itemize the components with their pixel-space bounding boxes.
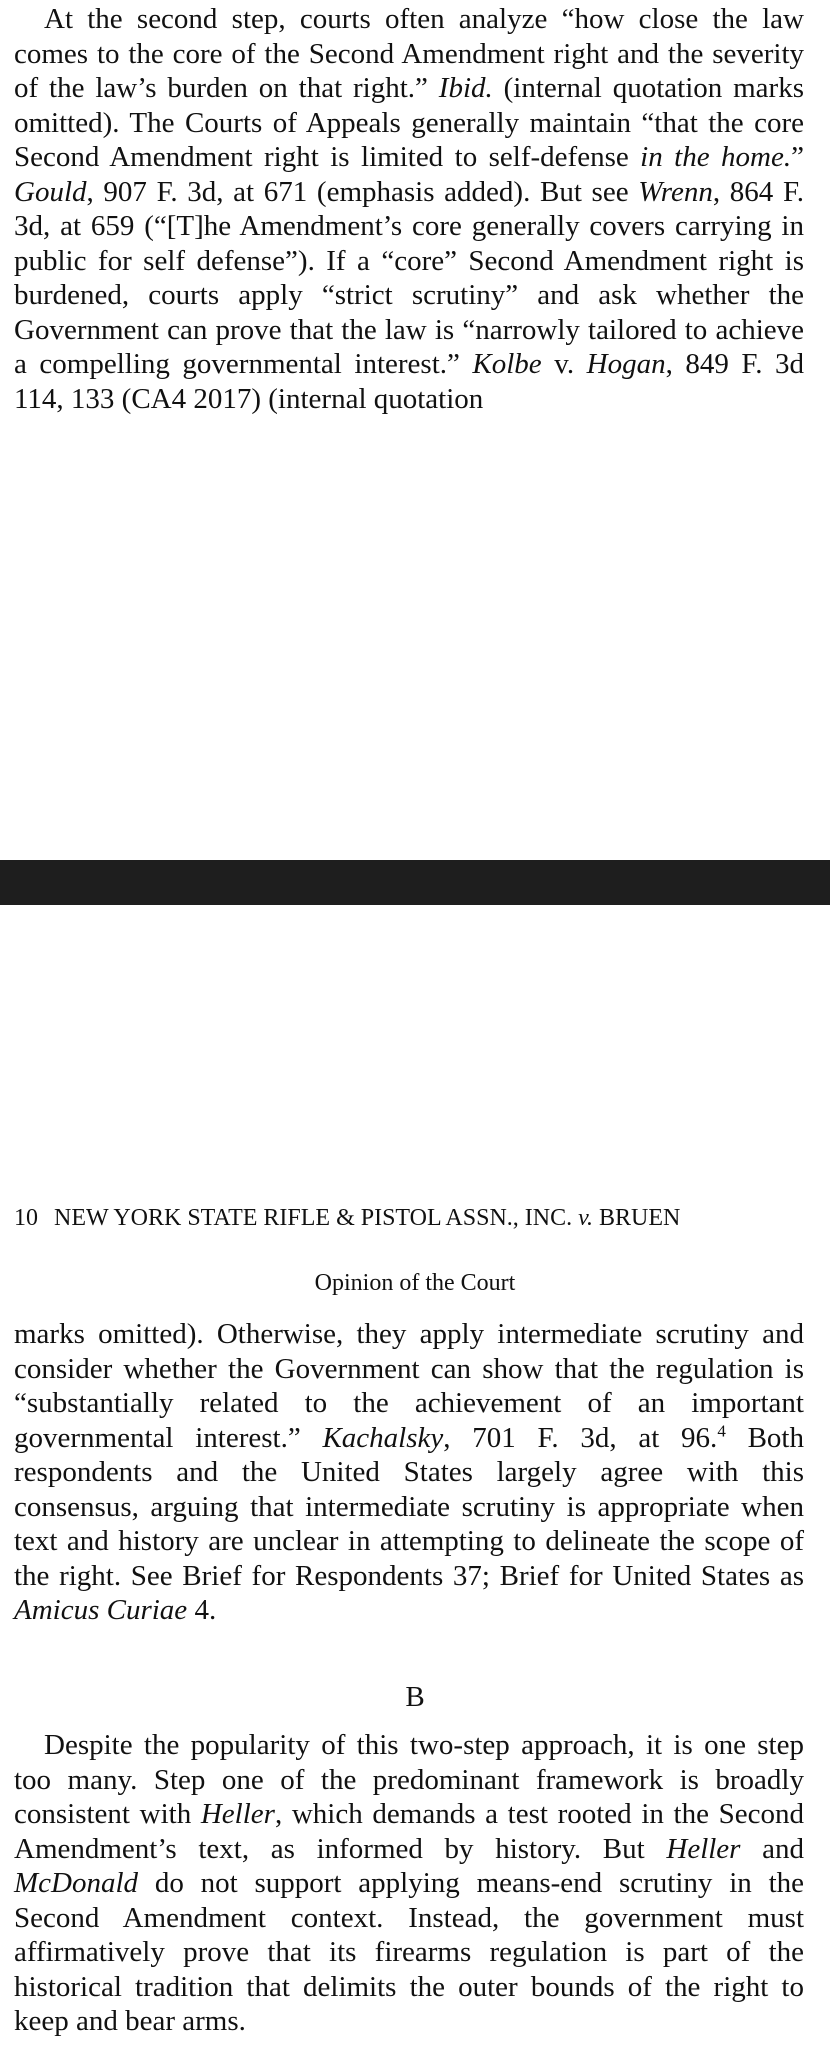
page-separator xyxy=(0,860,830,905)
case-citation: Hogan xyxy=(586,348,666,380)
case-citation: Wrenn xyxy=(638,175,713,208)
case-citation: Kachalsky xyxy=(322,1421,444,1454)
opinion-paragraph: marks omitted). Otherwise, they apply intermediate scrutiny and consider whether the Government can show that the regulation is “substantially related to the achievement of an important governmental interest.” Kachalsky, 701 F. 3d, at 96.$^4$ Both respondents and the United States largely agree with this consensus, arguing that intermediate scrutiny is appropriate when text and history are unclear in attempting to delineate the scope of the right. See Brief for Respondents 37; Brief for United States as Amicus Curiae 4. xyxy=(14,1318,804,1626)
opinion-paragraph: Despite the popularity of this two-step approach, it is one step too many. Step one of the predominant framework is broadly consistent with Heller, which demands a test rooted in the Second Amendment’s text, as informed by history. But Heller and McDonald do not support applying means-end scrutiny in the Second Amendment context. Instead, the government must affirmatively prove that its firearms regulation is part of the historical tradition that delimits the outer bounds of the right to keep and bear arms. xyxy=(14,1729,805,2037)
opinion-paragraph: At the second step, courts often analyze “how close the law comes to the core of the Second Amendment right and the severity of the law’s burden on that right.” Ibid. (internal quotation marks omitted). The Courts of Appeals generally maintain “that the core Second Amendment right is limited to self-defense in the home.” Gould, 907 F. 3d, at 671 (emphasis added). But see Wrenn, 864 F. 3d, at 659 (“[T]he Amendment’s core generally covers carrying in public for self defense”). If a “core” Second Amendment right is burdened, courts apply “strict scrutiny” and ask whether the Government can prove that the law is “narrowly tailored to achieve a compelling governmental interest.” Kolbe v. Hogan, 849 F. 3d 114, 133 (CA4 2017) (internal quotation xyxy=(14,3,804,415)
case-title: NEW YORK STATE RIFLE & PISTOL ASSN., INC. v. BRUEN xyxy=(54,1205,681,1231)
emphasis: in the home. xyxy=(640,141,792,173)
case-citation: Gould xyxy=(14,175,87,208)
case-citation: Amicus Curiae xyxy=(14,1594,188,1626)
section-heading: B xyxy=(405,1681,425,1713)
running-header xyxy=(14,1203,814,1233)
case-citation: Heller xyxy=(666,1832,741,1865)
case-citation: Heller xyxy=(200,1798,275,1830)
case-citation: Kolbe xyxy=(472,348,542,380)
opinion-subheading: Opinion of the Court xyxy=(314,1270,516,1296)
case-citation: Ibid. xyxy=(438,72,493,104)
case-citation: McDonald xyxy=(14,1867,139,1899)
footnote-marker[interactable]: 4 xyxy=(717,1420,726,1440)
page-number: 10 xyxy=(14,1205,38,1231)
